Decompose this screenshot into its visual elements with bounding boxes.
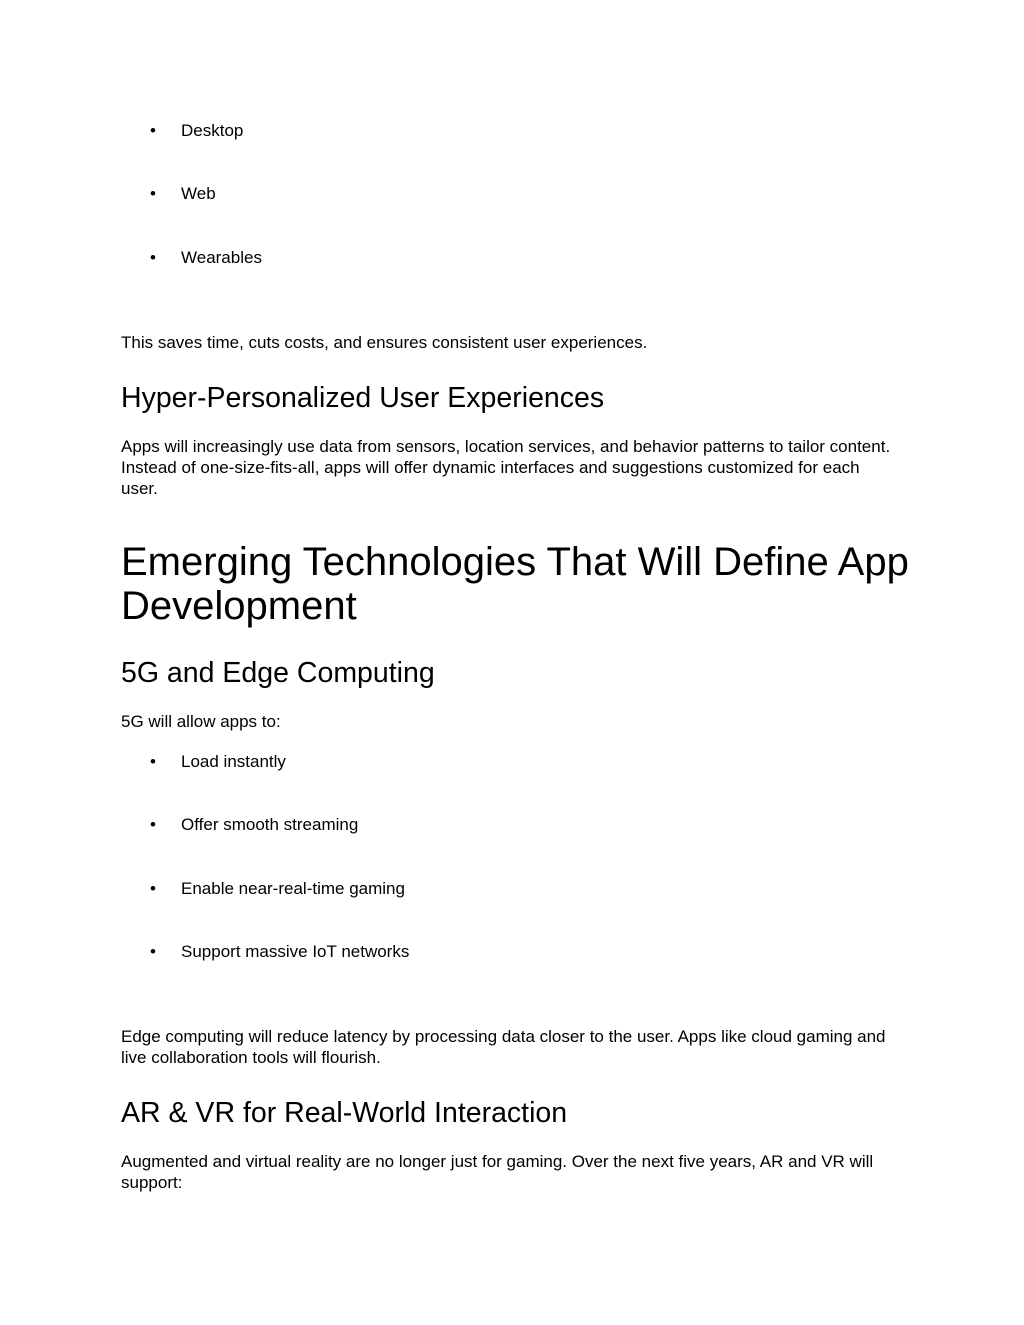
list-item-text: Desktop [181,121,244,140]
bullet-icon: • [150,184,156,203]
paragraph-ar-vr: Augmented and virtual reality are no longer just for gaming. Over the next five years, AR and VR will support: [121,1152,874,1192]
bullet-icon: • [150,248,156,267]
list-item-text: Offer smooth streaming [181,815,359,834]
bullet-icon: • [150,752,156,771]
paragraph-savings: This saves time, cuts costs, and ensures consistent user experiences. [121,333,648,352]
list-item [150,184,216,204]
list-item [150,752,286,772]
bullet-icon: • [150,879,156,898]
list-item [150,121,243,141]
bullet-icon: • [150,815,156,834]
list-item-text: Web [181,184,216,203]
paragraph-edge-computing: Edge computing will reduce latency by processing data closer to the user. Apps like cloud gaming and live collaboration tools will flourish. [121,1027,886,1067]
heading-hyper-personalized: Hyper-Personalized User Experiences [121,382,605,414]
heading-emerging-technologies: Emerging Technologies That Will Define App Development [121,540,909,628]
paragraph-5g-intro: 5G will allow apps to: [121,712,281,731]
paragraph-hyper-personalized: Apps will increasingly use data from sensors, location services, and behavior patterns to tailor content. Instead of one-size-fits-all, apps will offer dynamic interfaces and suggestions customized for each user. [121,437,891,498]
list-item-text: Load instantly [181,752,286,771]
heading-ar-vr: AR & VR for Real-World Interaction [121,1097,568,1129]
list-item-text: Enable near-real-time gaming [181,879,405,898]
list-item [150,248,262,268]
list-item-text: Wearables [181,248,262,267]
list-item [150,815,358,835]
bullet-icon: • [150,942,156,961]
bullet-icon: • [150,121,156,140]
heading-5g-edge: 5G and Edge Computing [121,657,435,689]
list-item [150,942,409,962]
list-item [150,879,405,899]
list-item-text: Support massive IoT networks [181,942,410,961]
